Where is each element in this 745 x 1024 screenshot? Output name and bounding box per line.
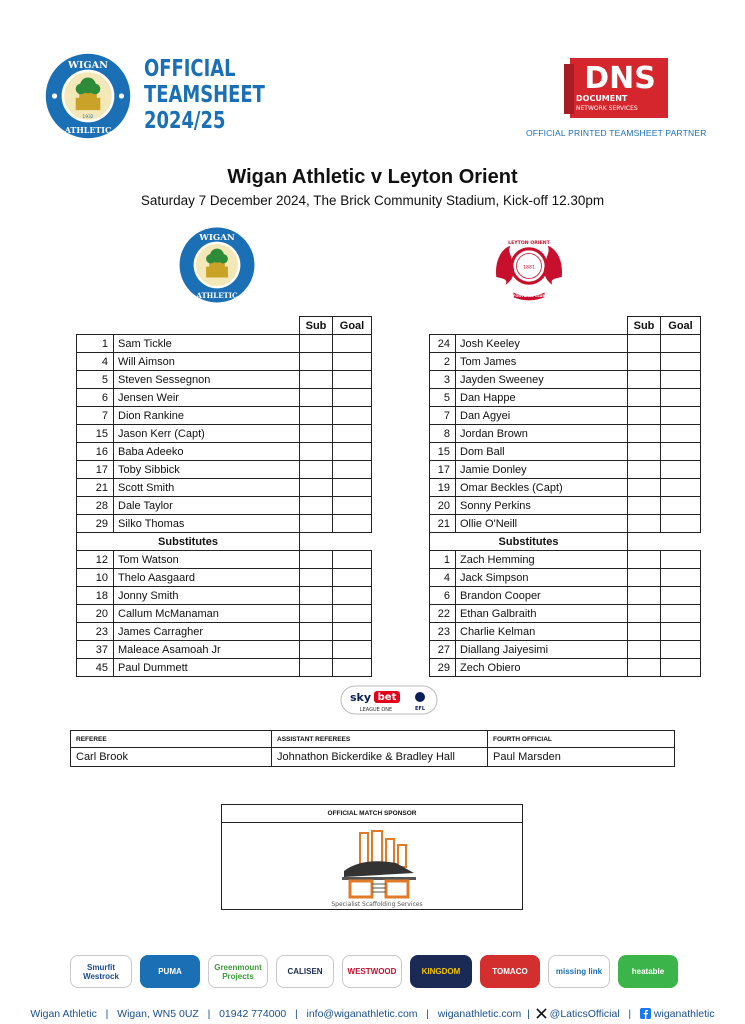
- player-row: [430, 587, 701, 605]
- footer-facebook-handle[interactable]: wiganathletic: [653, 1008, 715, 1020]
- player-number: 17: [430, 461, 456, 479]
- sub-cell[interactable]: [300, 497, 333, 515]
- player-row: [77, 659, 372, 677]
- sub-cell[interactable]: [300, 353, 333, 371]
- goal-cell[interactable]: [661, 335, 701, 353]
- player-number: 27: [430, 641, 456, 659]
- goal-cell[interactable]: [333, 515, 372, 533]
- player-row: [430, 605, 701, 623]
- player-number: 21: [430, 515, 456, 533]
- player-row: [77, 569, 372, 587]
- goal-column-header: Goal: [333, 317, 372, 335]
- goal-cell[interactable]: [661, 479, 701, 497]
- goal-cell[interactable]: [333, 443, 372, 461]
- sub-cell[interactable]: [300, 443, 333, 461]
- player-name: Baba Adeeko: [114, 443, 300, 461]
- sub-cell[interactable]: [628, 353, 661, 371]
- player-row: [77, 353, 372, 371]
- player-number: 29: [77, 515, 114, 533]
- sponsor-logo-icon: [322, 829, 432, 909]
- player-name: Tom Watson: [114, 551, 300, 569]
- player-name: Dan Happe: [456, 389, 628, 407]
- goal-cell[interactable]: [661, 443, 701, 461]
- substitutes-label: Substitutes: [77, 533, 300, 551]
- player-row: [430, 479, 701, 497]
- wigan-crest-icon: [44, 52, 132, 140]
- player-name: Ollie O'Neill: [456, 515, 628, 533]
- footer-email-link[interactable]: info@wiganathletic.com: [306, 1008, 418, 1020]
- player-row: [430, 497, 701, 515]
- player-number: 15: [77, 425, 114, 443]
- sub-cell[interactable]: [628, 569, 661, 587]
- partner-logo-2: Greenmount Projects: [208, 955, 268, 988]
- partner-logo-5: KINGDOM: [410, 955, 472, 988]
- sub-cell[interactable]: [628, 389, 661, 407]
- sub-cell[interactable]: [300, 335, 333, 353]
- sub-cell[interactable]: [628, 605, 661, 623]
- player-number: 2: [430, 353, 456, 371]
- player-name: Toby Sibbick: [114, 461, 300, 479]
- player-name: Dom Ball: [456, 443, 628, 461]
- sub-cell[interactable]: [628, 623, 661, 641]
- player-row: [430, 443, 701, 461]
- match-title: Wigan Athletic v Leyton Orient: [227, 166, 518, 188]
- player-row: [430, 515, 701, 533]
- player-number: 7: [430, 407, 456, 425]
- svg-text:DOCUMENT: DOCUMENT: [576, 94, 628, 103]
- player-row: [77, 425, 372, 443]
- player-name: Sam Tickle: [114, 335, 300, 353]
- goal-cell[interactable]: [661, 371, 701, 389]
- player-number: 23: [77, 623, 114, 641]
- svg-text:WIGAN: WIGAN: [68, 59, 108, 71]
- partner-logo-3: CALISEN: [276, 955, 334, 988]
- player-name: Zech Obiero: [456, 659, 628, 677]
- sponsor-label: OFFICIAL MATCH SPONSOR: [222, 805, 522, 823]
- goal-cell[interactable]: [333, 371, 372, 389]
- player-row: [430, 461, 701, 479]
- player-row: [77, 605, 372, 623]
- svg-text:Specialist Scaffolding Service: Specialist Scaffolding Services: [331, 901, 423, 908]
- home-header-row: [77, 317, 372, 335]
- leyton-orient-crest-icon: [490, 230, 568, 302]
- player-row: [430, 623, 701, 641]
- goal-cell[interactable]: [333, 461, 372, 479]
- blank-cell: [430, 317, 456, 335]
- sub-cell[interactable]: [300, 659, 333, 677]
- goal-cell[interactable]: [333, 353, 372, 371]
- player-name: Omar Beckles (Capt): [456, 479, 628, 497]
- wigan-crest-small-icon: [178, 226, 256, 304]
- player-number: 8: [430, 425, 456, 443]
- player-name: Maleace Asamoah Jr: [114, 641, 300, 659]
- player-number: 17: [77, 461, 114, 479]
- blank-cell: [114, 317, 300, 335]
- partner-caption: OFFICIAL PRINTED TEAMSHEET PARTNER: [526, 128, 707, 138]
- blank-cell: [456, 317, 628, 335]
- facebook-icon: [640, 1008, 651, 1019]
- sub-cell[interactable]: [628, 461, 661, 479]
- player-name: Callum McManaman: [114, 605, 300, 623]
- player-row: [77, 515, 372, 533]
- svg-text:LEAGUE ONE: LEAGUE ONE: [359, 707, 393, 713]
- official-teamsheet-title: OFFICIAL TEAMSHEET 2024/25: [144, 56, 265, 134]
- sub-cell[interactable]: [628, 443, 661, 461]
- officials-table: [70, 730, 675, 767]
- player-name: Jack Simpson: [456, 569, 628, 587]
- player-name: Charlie Kelman: [456, 623, 628, 641]
- player-number: 1: [77, 335, 114, 353]
- goal-cell[interactable]: [661, 425, 701, 443]
- away-team-table: [429, 316, 701, 677]
- player-row: [77, 371, 372, 389]
- sub-cell[interactable]: [628, 425, 661, 443]
- player-name: Jamie Donley: [456, 461, 628, 479]
- blank-cell: [628, 533, 661, 551]
- svg-text:FOOTBALL CLUB: FOOTBALL CLUB: [513, 294, 545, 299]
- player-number: 28: [77, 497, 114, 515]
- fourth-official-label: FOURTH OFFICIAL: [488, 731, 675, 748]
- player-name: Josh Keeley: [456, 335, 628, 353]
- svg-text:ATHLETIC: ATHLETIC: [64, 125, 112, 135]
- sub-cell[interactable]: [300, 605, 333, 623]
- player-name: Jensen Weir: [114, 389, 300, 407]
- player-number: 18: [77, 587, 114, 605]
- substitutes-row: [77, 533, 372, 551]
- player-number: 20: [77, 605, 114, 623]
- substitutes-row: [430, 533, 701, 551]
- footer-x-handle[interactable]: @LaticsOfficial: [549, 1008, 620, 1020]
- player-name: Dale Taylor: [114, 497, 300, 515]
- goal-cell[interactable]: [661, 461, 701, 479]
- player-number: 6: [430, 587, 456, 605]
- player-number: 20: [430, 497, 456, 515]
- sub-cell[interactable]: [300, 479, 333, 497]
- player-row: [77, 623, 372, 641]
- sub-cell[interactable]: [300, 551, 333, 569]
- sub-cell[interactable]: [628, 551, 661, 569]
- player-number: 37: [77, 641, 114, 659]
- player-name: Paul Dummett: [114, 659, 300, 677]
- player-number: 12: [77, 551, 114, 569]
- player-row: [430, 659, 701, 677]
- player-name: Silko Thomas: [114, 515, 300, 533]
- sub-cell[interactable]: [628, 371, 661, 389]
- sub-cell[interactable]: [628, 497, 661, 515]
- player-name: Will Aimson: [114, 353, 300, 371]
- sub-column-header: Sub: [300, 317, 333, 335]
- dns-logo-icon: [562, 54, 672, 122]
- sub-column-header: Sub: [628, 317, 661, 335]
- goal-cell[interactable]: [661, 515, 701, 533]
- goal-cell[interactable]: [661, 353, 701, 371]
- sub-cell[interactable]: [300, 461, 333, 479]
- player-row: [430, 353, 701, 371]
- assistants-value: Johnathon Bickerdike & Bradley Hall: [272, 748, 488, 767]
- fourth-official-value: Paul Marsden: [488, 748, 675, 767]
- player-name: Zach Hemming: [456, 551, 628, 569]
- svg-text:ATHLETIC: ATHLETIC: [196, 290, 238, 300]
- svg-text:DNS: DNS: [584, 61, 656, 96]
- player-number: 24: [430, 335, 456, 353]
- goal-cell[interactable]: [661, 587, 701, 605]
- blank-cell: [333, 533, 372, 551]
- sub-cell[interactable]: [300, 371, 333, 389]
- sub-cell[interactable]: [628, 587, 661, 605]
- player-number: 29: [430, 659, 456, 677]
- goal-cell[interactable]: [333, 587, 372, 605]
- player-number: 5: [430, 389, 456, 407]
- goal-cell[interactable]: [661, 389, 701, 407]
- partner-logo-6: TOMACO: [480, 955, 540, 988]
- sub-cell[interactable]: [628, 659, 661, 677]
- svg-text:LEYTON ORIENT: LEYTON ORIENT: [508, 241, 550, 247]
- referee-label: REFEREE: [71, 731, 272, 748]
- player-name: Jayden Sweeney: [456, 371, 628, 389]
- player-number: 19: [430, 479, 456, 497]
- sub-cell[interactable]: [628, 407, 661, 425]
- match-subtitle: Saturday 7 December 2024, The Brick Community Stadium, Kick-off 12.30pm: [140, 193, 605, 208]
- player-number: 23: [430, 623, 456, 641]
- player-name: Scott Smith: [114, 479, 300, 497]
- sub-cell[interactable]: [628, 335, 661, 353]
- partner-logo-7: missing link: [548, 955, 610, 988]
- sub-cell[interactable]: [300, 425, 333, 443]
- blank-cell: [661, 533, 701, 551]
- player-number: 1: [430, 551, 456, 569]
- player-row: [77, 479, 372, 497]
- player-number: 10: [77, 569, 114, 587]
- partner-logo-1: PUMA: [140, 955, 200, 988]
- svg-text:sky: sky: [350, 691, 372, 704]
- player-name: Jordan Brown: [456, 425, 628, 443]
- partner-logo-0: Smurfit Westrock: [70, 955, 132, 988]
- x-icon: [536, 1008, 547, 1019]
- goal-column-header: Goal: [661, 317, 701, 335]
- footer-phone: 01942 774000: [219, 1008, 287, 1020]
- player-row: [77, 443, 372, 461]
- goal-cell[interactable]: [333, 605, 372, 623]
- player-number: 21: [77, 479, 114, 497]
- sub-cell[interactable]: [628, 641, 661, 659]
- sub-cell[interactable]: [628, 515, 661, 533]
- sub-cell[interactable]: [300, 515, 333, 533]
- player-number: 3: [430, 371, 456, 389]
- player-number: 15: [430, 443, 456, 461]
- player-row: [77, 641, 372, 659]
- goal-cell[interactable]: [333, 389, 372, 407]
- match-sponsor-box: [221, 804, 523, 910]
- footer-contact-line: Wigan Athletic | Wigan, WN5 0UZ | 01942 774000 | info@wiganathletic.com | wiganathletic.com | @LaticsOfficial | wiganathletic: [30, 1008, 715, 1020]
- substitutes-label: Substitutes: [430, 533, 628, 551]
- home-team-table: [76, 316, 372, 677]
- player-row: [77, 551, 372, 569]
- player-name: Thelo Aasgaard: [114, 569, 300, 587]
- player-row: [430, 371, 701, 389]
- player-name: Jason Kerr (Capt): [114, 425, 300, 443]
- referee-value: Carl Brook: [71, 748, 272, 767]
- svg-text:EFL: EFL: [414, 706, 426, 712]
- player-row: [77, 335, 372, 353]
- goal-cell[interactable]: [333, 407, 372, 425]
- goal-cell[interactable]: [661, 641, 701, 659]
- goal-cell[interactable]: [661, 497, 701, 515]
- footer-web-link[interactable]: wiganathletic.com: [437, 1008, 522, 1020]
- goal-cell[interactable]: [661, 569, 701, 587]
- goal-cell[interactable]: [661, 551, 701, 569]
- assistants-label: ASSISTANT REFEREES: [272, 731, 488, 748]
- player-row: [77, 389, 372, 407]
- player-number: 5: [77, 371, 114, 389]
- player-row: [430, 407, 701, 425]
- goal-cell[interactable]: [661, 623, 701, 641]
- goal-cell[interactable]: [333, 497, 372, 515]
- player-row: [77, 497, 372, 515]
- player-row: [430, 389, 701, 407]
- skybet-league-one-logo-icon: [340, 685, 438, 715]
- player-name: Brandon Cooper: [456, 587, 628, 605]
- player-number: 6: [77, 389, 114, 407]
- away-header-row: [430, 317, 701, 335]
- goal-cell[interactable]: [333, 551, 372, 569]
- player-row: [77, 461, 372, 479]
- footer-town: Wigan, WN5 0UZ: [117, 1008, 199, 1020]
- goal-cell[interactable]: [333, 641, 372, 659]
- goal-cell[interactable]: [333, 479, 372, 497]
- blank-cell: [300, 533, 333, 551]
- player-number: 45: [77, 659, 114, 677]
- partner-logo-4: WESTWOOD: [342, 955, 402, 988]
- svg-text:1932: 1932: [82, 115, 94, 120]
- player-number: 16: [77, 443, 114, 461]
- sub-cell[interactable]: [300, 569, 333, 587]
- goal-cell[interactable]: [661, 605, 701, 623]
- svg-text:1881: 1881: [523, 265, 535, 271]
- player-number: 7: [77, 407, 114, 425]
- player-name: Jonny Smith: [114, 587, 300, 605]
- player-name: Sonny Perkins: [456, 497, 628, 515]
- footer-club: Wigan Athletic: [30, 1008, 97, 1020]
- svg-text:NETWORK SERVICES: NETWORK SERVICES: [576, 105, 638, 112]
- sub-cell[interactable]: [300, 641, 333, 659]
- sub-cell[interactable]: [300, 407, 333, 425]
- player-name: James Carragher: [114, 623, 300, 641]
- goal-cell[interactable]: [661, 659, 701, 677]
- partner-logo-8: heatable: [618, 955, 678, 988]
- player-row: [430, 425, 701, 443]
- player-row: [77, 407, 372, 425]
- sub-cell[interactable]: [628, 479, 661, 497]
- player-row: [430, 335, 701, 353]
- goal-cell[interactable]: [333, 335, 372, 353]
- goal-cell[interactable]: [333, 659, 372, 677]
- goal-cell[interactable]: [661, 407, 701, 425]
- player-number: 22: [430, 605, 456, 623]
- partner-logos-strip: [70, 955, 680, 991]
- sub-cell[interactable]: [300, 389, 333, 407]
- sub-cell[interactable]: [300, 623, 333, 641]
- goal-cell[interactable]: [333, 569, 372, 587]
- player-name: Diallang Jaiyesimi: [456, 641, 628, 659]
- svg-text:bet: bet: [377, 692, 397, 703]
- player-name: Dan Agyei: [456, 407, 628, 425]
- player-row: [77, 587, 372, 605]
- svg-text:WIGAN: WIGAN: [199, 233, 235, 244]
- player-row: [430, 569, 701, 587]
- player-name: Tom James: [456, 353, 628, 371]
- player-number: 4: [77, 353, 114, 371]
- player-name: Ethan Galbraith: [456, 605, 628, 623]
- goal-cell[interactable]: [333, 425, 372, 443]
- player-row: [430, 641, 701, 659]
- player-name: Dion Rankine: [114, 407, 300, 425]
- player-name: Steven Sessegnon: [114, 371, 300, 389]
- goal-cell[interactable]: [333, 623, 372, 641]
- sub-cell[interactable]: [300, 587, 333, 605]
- player-number: 4: [430, 569, 456, 587]
- player-row: [430, 551, 701, 569]
- blank-cell: [77, 317, 114, 335]
